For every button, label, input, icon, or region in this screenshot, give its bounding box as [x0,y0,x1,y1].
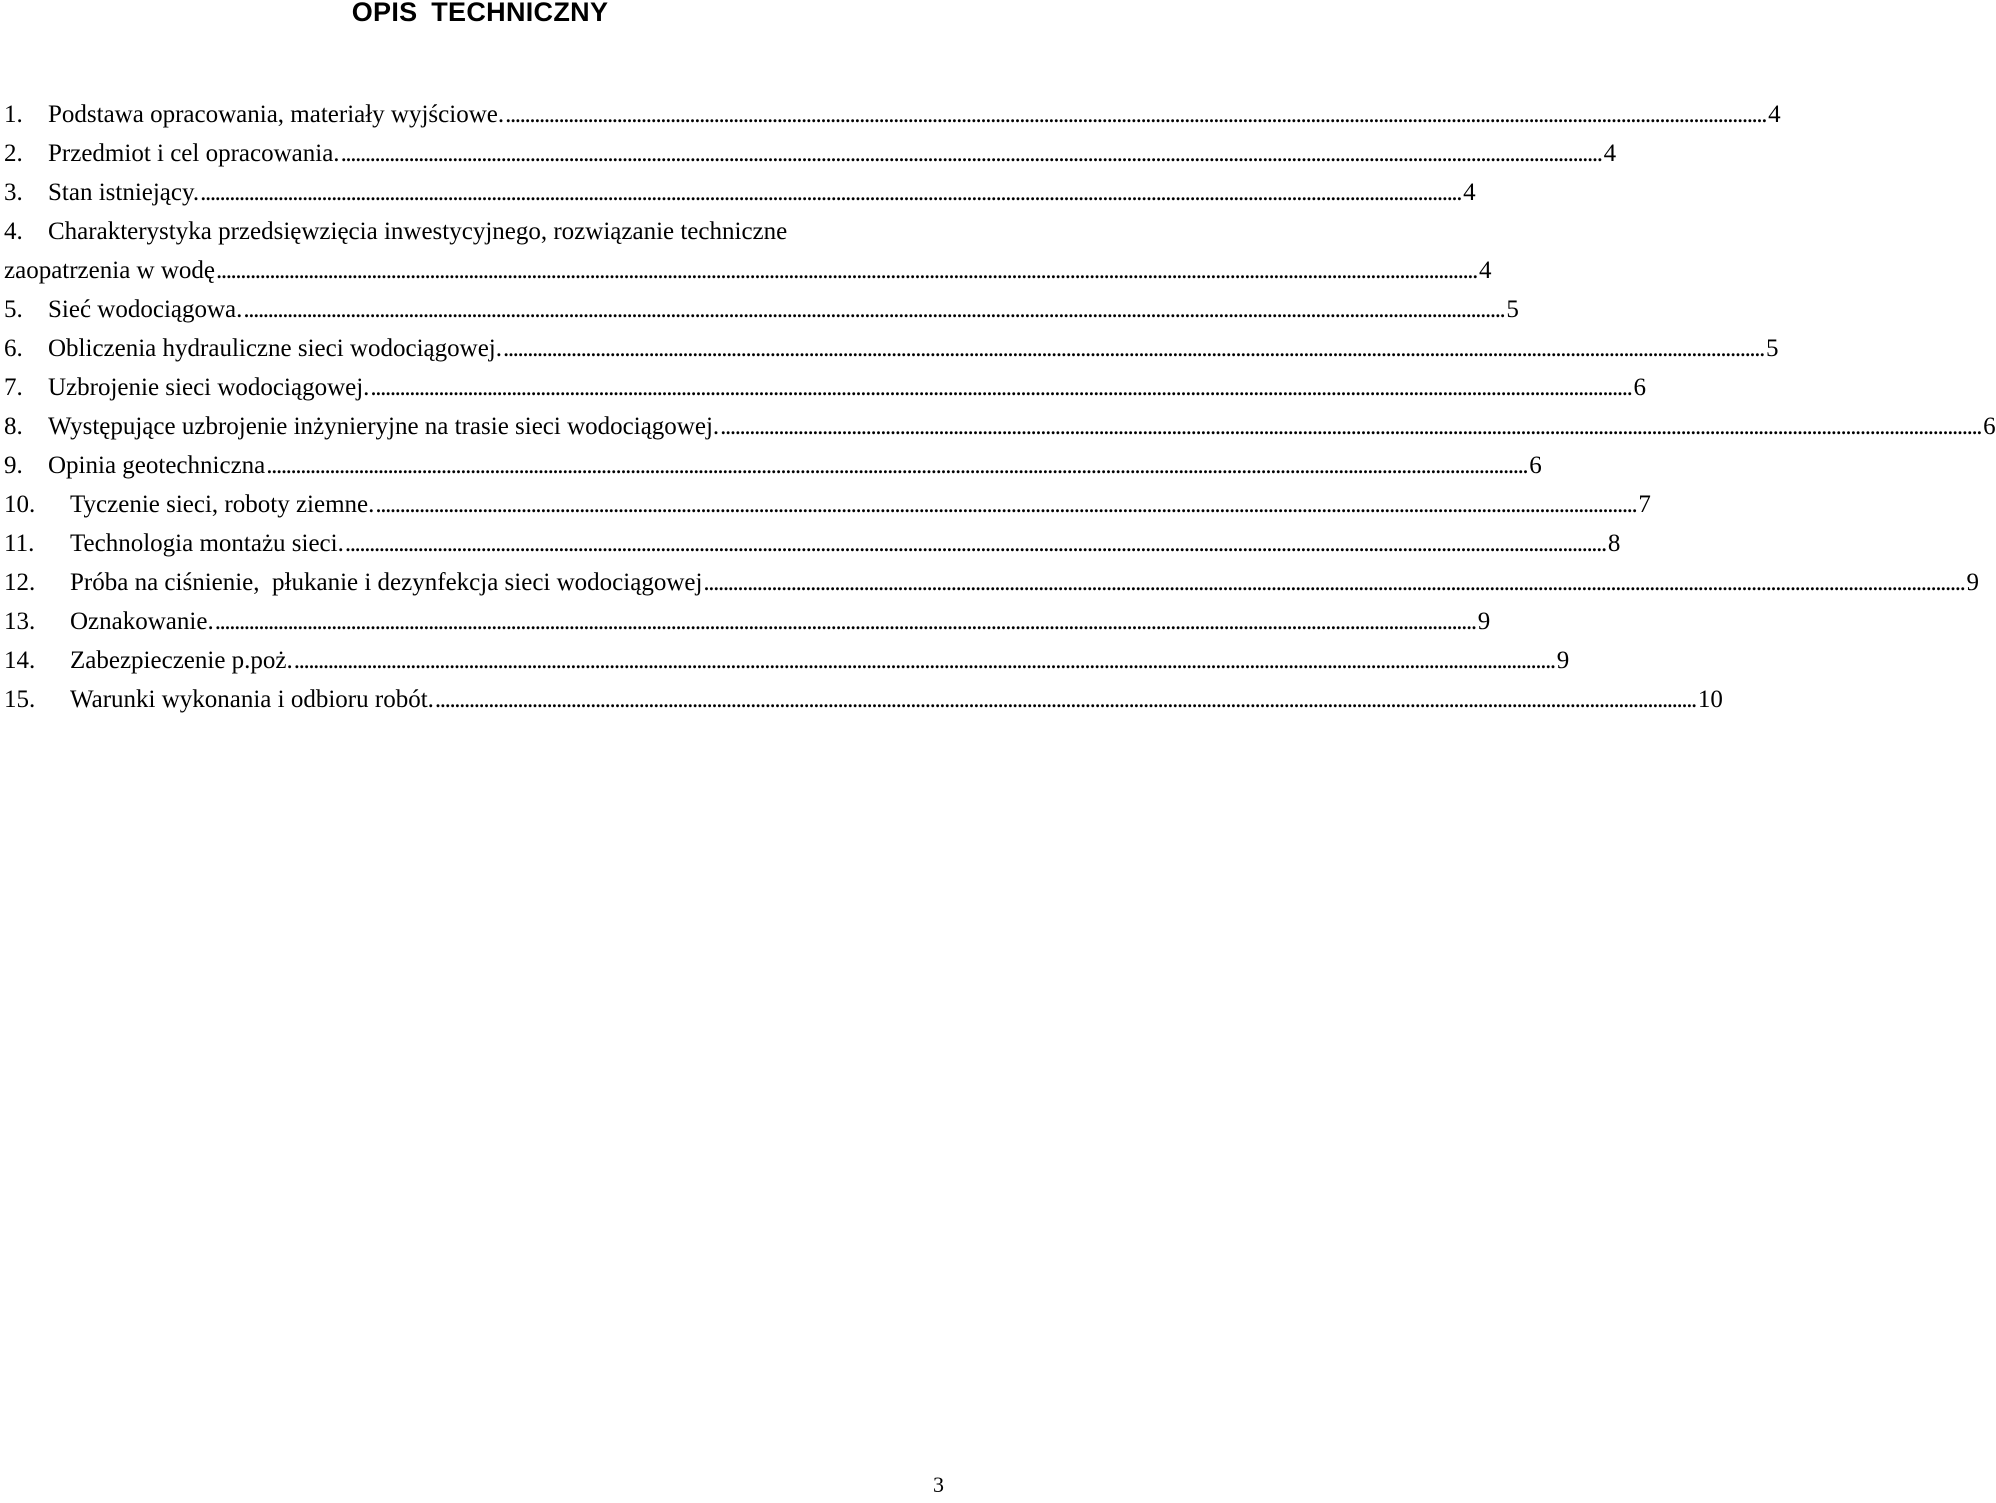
toc-entry-page: 5 [1766,335,1779,362]
page-number: 3 [933,1472,944,1497]
toc-entry-title: Opinia geotechniczna [48,452,266,479]
toc-entry-number: 1. [4,101,23,128]
toc-entry-11[interactable] [4,524,1621,563]
toc-entry-number: 2. [4,140,23,167]
toc-entry-title: Obliczenia hydrauliczne sieci wodociągowej. [48,335,502,362]
dot-leader: .................................................................................................................................................................................................................................................................... [505,101,1767,128]
toc-entry-title: Warunki wykonania i odbioru robót. [70,686,434,713]
toc-entry-number: 4. [4,218,23,245]
dot-leader: .................................................................................................................................................................................................................................................................... [370,374,1632,401]
dot-leader: .................................................................................................................................................................................................................................................................... [340,140,1602,167]
toc-entry-4[interactable] [4,212,1492,290]
toc-entry-1[interactable] [4,95,1781,134]
toc-entry-15[interactable] [4,680,1723,719]
dot-leader: .................................................................................................................................................................................................................................................................... [293,647,1555,674]
dot-leader: .................................................................................................................................................................................................................................................................... [243,296,1505,323]
toc-entry-number: 15. [4,686,36,713]
toc-entry-title: zaopatrzenia w wodę [4,257,215,284]
toc-entry-number: 6. [4,335,23,362]
toc-entry-title: Oznakowanie. [70,608,214,635]
toc-entry-page: 4 [1463,179,1476,206]
toc-entry-title: Technologia montażu sieci. [70,530,344,557]
toc-entry-page: 6 [1983,413,1996,440]
toc-entry-number: 10. [4,491,36,518]
toc-entry-number: 7. [4,374,23,401]
toc-entry-title: Tyczenie sieci, roboty ziemne. [70,491,375,518]
toc-entry-page: 10 [1697,686,1723,713]
toc-entry-number: 3. [4,179,23,206]
dot-leader: .................................................................................................................................................................................................................................................................... [266,452,1528,479]
toc-entry-2[interactable] [4,134,1617,173]
toc-entry-title: Podstawa opracowania, materiały wyjściowe. [48,101,505,128]
toc-entry-6[interactable] [4,329,1779,368]
toc-entry-number: 5. [4,296,23,323]
toc-entry-title: Uzbrojenie sieci wodociągowej. [48,374,370,401]
toc-entry-title: Próba na ciśnienie, płukanie i dezynfekcja sieci wodociągowej [70,569,703,596]
document-title: OPIS TECHNICZNY [351,0,609,27]
toc-entry-page: 5 [1506,296,1519,323]
dot-leader: .................................................................................................................................................................................................................................................................... [344,530,1606,557]
toc-entry-8[interactable] [4,407,1996,446]
toc-entry-page: 9 [1477,608,1491,635]
dot-leader: .................................................................................................................................................................................................................................................................... [703,569,1965,596]
toc-entry-page: 6 [1633,374,1646,401]
toc-entry-10[interactable] [4,485,1651,524]
toc-entry-page: 9 [1556,647,1570,674]
toc-entry-title: Występujące uzbrojenie inżynieryjne na trasie sieci wodociągowej. [48,413,720,440]
dot-leader: .................................................................................................................................................................................................................................................................... [216,257,1478,284]
toc-entry-page: 4 [1603,140,1617,167]
dot-leader: .................................................................................................................................................................................................................................................................... [720,413,1982,440]
toc-entry-page: 4 [1479,257,1492,284]
dot-leader: .................................................................................................................................................................................................................................................................... [214,608,1476,635]
toc-entry-title: Zabezpieczenie p.poż. [70,647,293,674]
toc-entry-page: 6 [1529,452,1542,479]
table-of-contents [4,95,1996,719]
toc-entry-12[interactable] [4,563,1979,602]
toc-entry-page: 8 [1607,530,1621,557]
toc-entry-number: 12. [4,569,36,596]
toc-entry-3[interactable] [4,173,1476,212]
dot-leader: .................................................................................................................................................................................................................................................................... [502,335,1764,362]
toc-entry-title: Przedmiot i cel opracowania. [48,140,340,167]
dot-leader: .................................................................................................................................................................................................................................................................... [375,491,1637,518]
toc-entry-9[interactable] [4,446,1542,485]
toc-entry-number: 9. [4,452,23,479]
toc-entry-page: 9 [1966,569,1979,596]
toc-entry-title: Stan istniejący. [48,179,200,206]
toc-entry-5[interactable] [4,290,1519,329]
toc-entry-number: 8. [4,413,23,440]
toc-entry-14[interactable] [4,641,1570,680]
toc-entry-title: Sieć wodociągowa. [48,296,243,323]
toc-entry-number: 11. [4,530,35,557]
toc-entry-page: 4 [1768,101,1781,128]
toc-entry-number: 13. [4,608,36,635]
toc-entry-page: 7 [1638,491,1651,518]
toc-entry-number: 14. [4,647,36,674]
dot-leader: .................................................................................................................................................................................................................................................................... [434,686,1696,713]
toc-entry-title-line1: Charakterystyka przedsięwzięcia inwestycyjnego, rozwiązanie techniczne [48,218,788,245]
toc-entry-7[interactable] [4,368,1646,407]
toc-entry-13[interactable] [4,602,1491,641]
dot-leader: .................................................................................................................................................................................................................................................................... [200,179,1462,206]
